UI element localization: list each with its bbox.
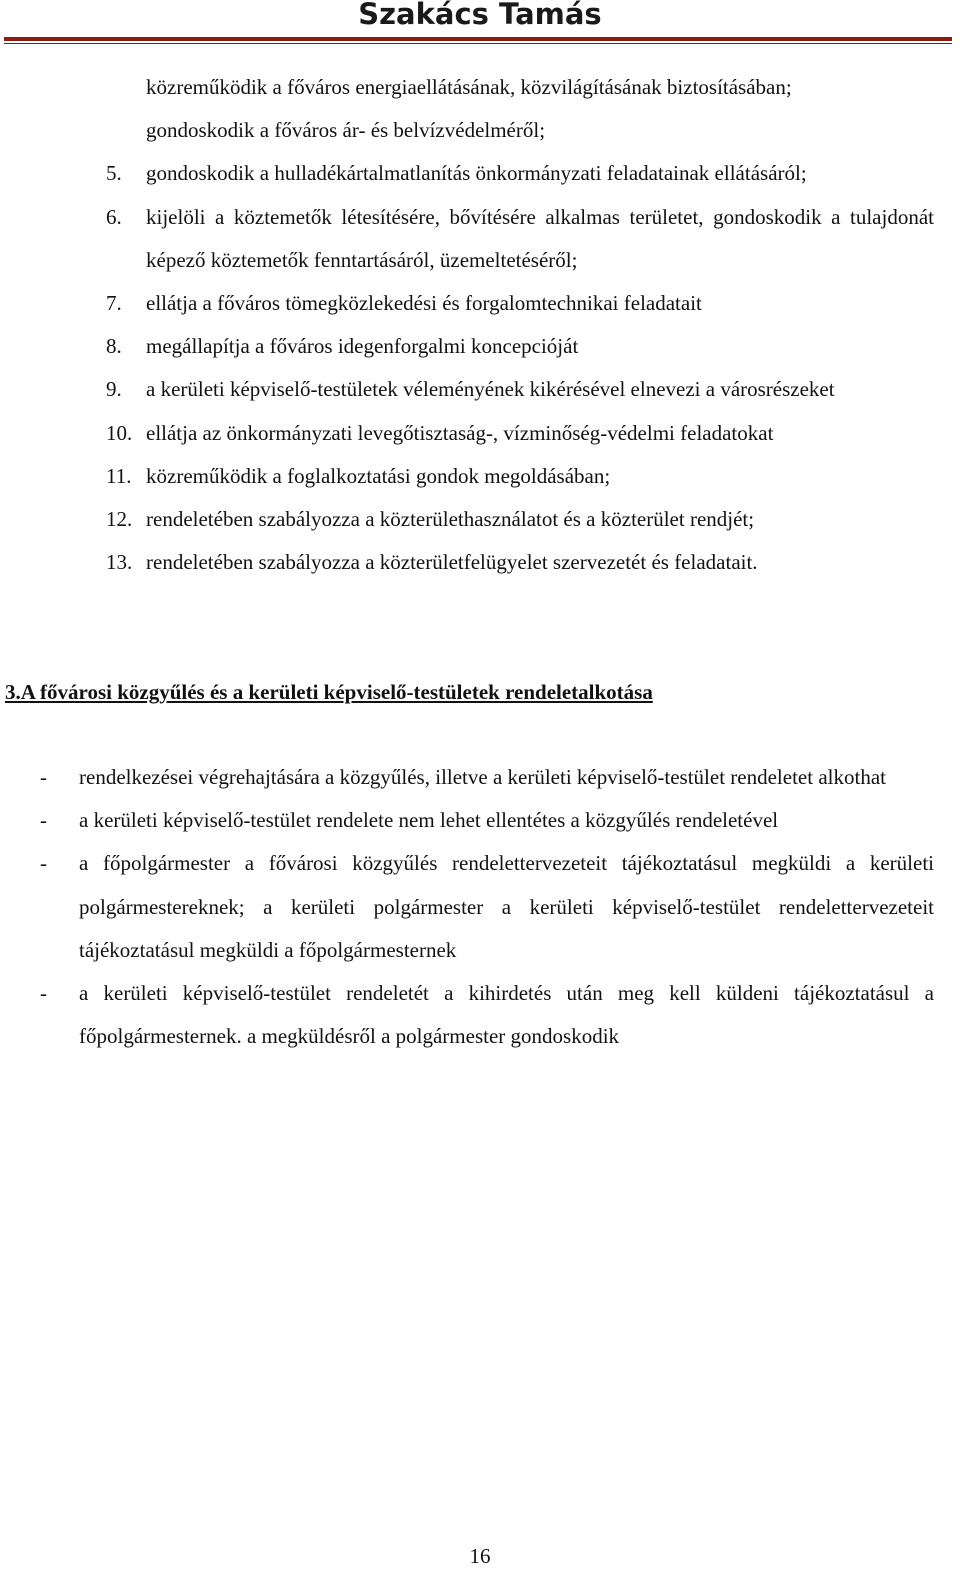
dash-list-item: [0, 842, 960, 972]
item-text: közreműködik a foglalkoztatási gondok megoldásában;: [146, 463, 611, 488]
item-text: ellátja a főváros tömegközlekedési és forgalomtechnikai feladatait: [146, 291, 702, 316]
item-text: rendeletében szabályozza a közterülethasználatot és a közterület rendjét;: [146, 507, 755, 532]
list-item: [0, 412, 960, 455]
item-text: megállapítja a főváros idegenforgalmi koncepcióját: [146, 334, 579, 359]
item-text: rendeletében szabályozza a közterületfelügyelet szervezetét és feladatait.: [146, 550, 758, 575]
section-heading: 3.A fővárosi közgyűlés és a kerületi képviselő-testületek rendeletalkotása: [5, 680, 653, 704]
dash-bullet: -: [40, 765, 47, 789]
item-number: 12.: [106, 507, 133, 532]
list-item: [0, 282, 960, 325]
item-number: 8.: [106, 334, 122, 359]
header-rule-thick: [4, 37, 952, 41]
item-number: 9.: [106, 377, 122, 402]
item-number: 13.: [106, 550, 133, 575]
item-text: kijelöli a köztemetők létesítésére, bővítésére alkalmas területet, gondoskodik a tulajdonát képező köztemetők fenntartásáról, üzemeltetéséről;: [146, 204, 934, 272]
list-item: [0, 368, 960, 411]
dash-list: [0, 756, 960, 1058]
dash-list-item: [0, 799, 960, 842]
list-item: [0, 325, 960, 368]
page-header-title: Szakács Tamás: [358, 0, 602, 31]
item-text: a kerületi képviselő-testületek véleményének kikérésével elnevezi a városrészeket: [146, 377, 835, 402]
item-number: 6.: [106, 204, 122, 229]
item-number: 11.: [106, 463, 132, 488]
list-item: [0, 66, 960, 109]
list-item: [0, 152, 960, 195]
item-text: ellátja az önkormányzati levegőtisztaság-, vízminőség-védelmi feladatokat: [146, 420, 774, 445]
numbered-task-list: [0, 66, 960, 584]
dash-list-item: [0, 756, 960, 799]
item-number: 5.: [106, 161, 122, 186]
dash-item-text: a kerületi képviselő-testület rendeletét a kihirdetés után meg kell küldeni tájékoztatásul a főpolgármesternek. a megküldésről a polgármester gondoskodik: [79, 981, 934, 1049]
dash-bullet: -: [40, 851, 47, 876]
header-rule-thin: [4, 43, 952, 44]
item-text: gondoskodik a főváros ár- és belvízvédelméről;: [146, 118, 546, 143]
list-item: [0, 196, 960, 282]
dash-bullet: -: [40, 981, 47, 1006]
page-number: 16: [469, 1544, 491, 1568]
dash-bullet: -: [40, 808, 47, 833]
list-item: [0, 498, 960, 541]
item-number: 7.: [106, 291, 122, 316]
list-item: [0, 541, 960, 584]
dash-item-text: a főpolgármester a fővárosi közgyűlés rendelettervezeteit tájékoztatásul megküldi a kerületi polgármestereknek; a kerületi polgármester a kerületi képviselő-testület rendelettervezeteit tájékoztatásul megküldi a főpolgármesternek: [79, 851, 934, 962]
list-item: [0, 455, 960, 498]
dash-item-text: rendelkezései végrehajtására a közgyűlés, illetve a kerületi képviselő-testület rendeletet alkothat: [79, 765, 886, 789]
item-text: gondoskodik a hulladékártalmatlanítás önkormányzati feladatainak ellátásáról;: [146, 161, 807, 186]
dash-item-text: a kerületi képviselő-testület rendelete nem lehet ellentétes a közgyűlés rendeletével: [79, 808, 779, 833]
item-number: 10.: [106, 420, 133, 445]
list-item: [0, 109, 960, 152]
dash-list-item: [0, 972, 960, 1058]
item-text: közreműködik a főváros energiaellátásának, közvilágításának biztosításában;: [146, 75, 792, 99]
